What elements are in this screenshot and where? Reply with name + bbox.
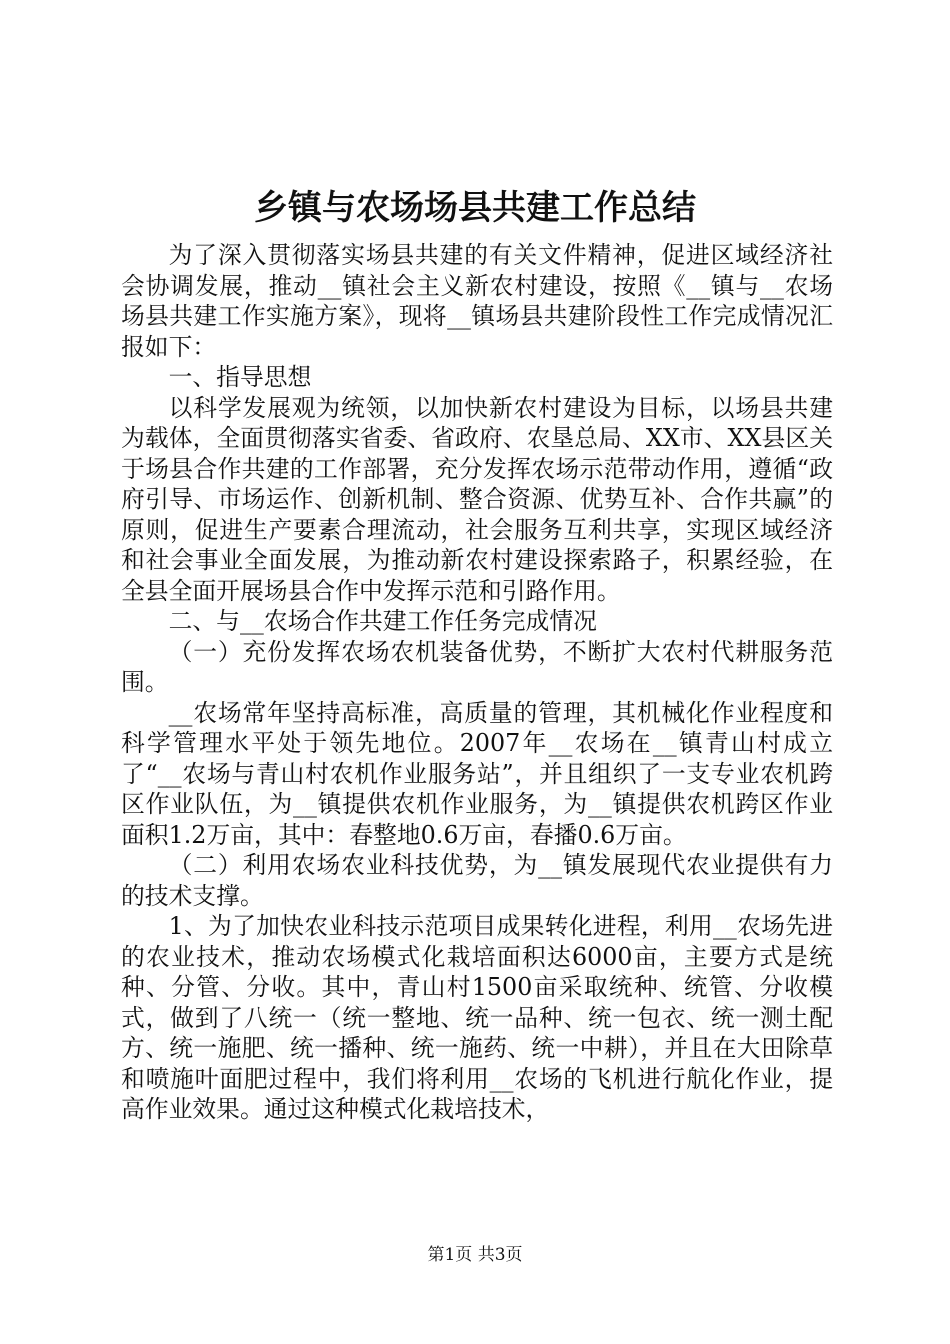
subheading-machinery: （一）充份发挥农场农机装备优势，不断扩大农村代耕服务范围。 xyxy=(121,637,833,696)
paragraph-machinery: __农场常年坚持高标准，高质量的管理，其机械化作业程度和科学管理水平处于领先地位。2007年__农场在__镇青山村成立了“__农场与青山村农机作业服务站”，并且组织了一支专业农机跨区作业队伍，为__镇提供农机作业服务，为__镇提供农机跨区作业面积1.2万亩，其中：春整地0.6万亩，春播0.6万亩。 xyxy=(121,698,833,849)
paragraph-guiding-thought: 以科学发展观为统领，以加快新农村建设为目标，以场县共建为载体，全面贯彻落实省委、省政府、农垦总局、XX市、XX县区关于场县合作共建的工作部署，充分发挥农场示范带动作用，遵循“政府引导、市场运作、创新机制、整合资源、优势互补、合作共赢”的原则，促进生产要素合理流动，社会服务互利共享，实现区域经济和社会事业全面发展，为推动新农村建设探索路子，积累经验，在全县全面开展场县合作中发挥示范和引路作用。 xyxy=(121,393,833,605)
document-body xyxy=(121,240,833,1125)
document-title: 乡镇与农场场县共建工作总结 xyxy=(254,188,696,228)
subheading-technology: （二）利用农场农业科技优势，为__镇发展现代农业提供有力的技术支撑。 xyxy=(121,851,833,910)
page-footer: 第1页 共3页 xyxy=(427,1245,523,1265)
paragraph-intro: 为了深入贯彻落实场县共建的有关文件精神，促进区域经济社会协调发展，推动__镇社会主义新农村建设，按照《__镇与__农场场县共建工作实施方案》，现将__镇场县共建阶段性工作完成情况汇报如下： xyxy=(121,241,833,361)
paragraph-technology: 1、为了加快农业科技示范项目成果转化进程，利用__农场先进的农业技术，推动农场模式化栽培面积达6000亩，主要方式是统种、分管、分收。其中，青山村1500亩采取统种、统管、分收模式，做到了八统一（统一整地、统一品种、统一包衣、统一测土配方、统一施肥、统一播种、统一施药、统一中耕），并且在大田除草和喷施叶面肥过程中，我们将利用__农场的飞机进行航化作业，提高作业效果。通过这种模式化栽培技术， xyxy=(121,912,833,1123)
heading-cooperation-status: 二、与__农场合作共建工作任务完成情况 xyxy=(168,607,597,635)
heading-guiding-thought: 一、指导思想 xyxy=(168,363,312,391)
